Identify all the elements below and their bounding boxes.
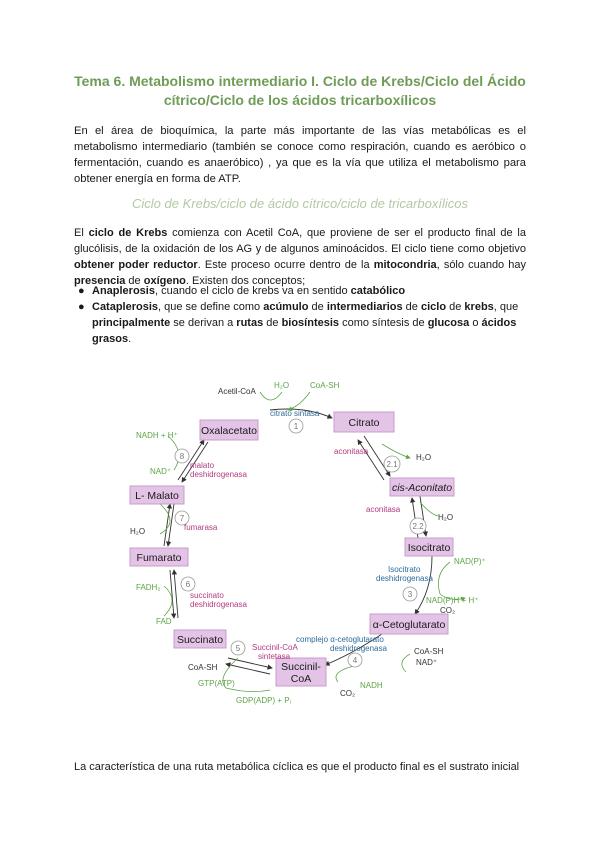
svg-text:6: 6 [185, 580, 191, 589]
step-2-2 [410, 518, 426, 534]
bullet-icon: ● [78, 301, 85, 313]
arrow-step-5 [226, 664, 270, 674]
box-succinato [174, 630, 226, 648]
label-akg-dh-2: deshidrogenasa [330, 644, 387, 653]
label-akg-dh-1: complejo α-cetoglutarato [296, 635, 384, 644]
curve-step-1 [260, 392, 282, 400]
label-nadh-4: NADH [360, 681, 383, 690]
svg-text:8: 8 [179, 452, 185, 461]
svg-text:Succinato: Succinato [176, 634, 224, 646]
step-2-1 [384, 456, 400, 472]
svg-text:Isocitrato: Isocitrato [407, 542, 451, 554]
box-l-malato [130, 486, 184, 504]
curve-gtp [226, 688, 270, 692]
svg-text:3: 3 [407, 590, 413, 599]
label-coash-5: CoA-SH [188, 663, 218, 672]
label-h2o-1: H₂O [274, 381, 290, 390]
curve-coash-1 [288, 392, 310, 410]
svg-text:L- Malato: L- Malato [135, 490, 179, 502]
label-h2o-21: H₂O [416, 453, 432, 462]
label-scs-1: Succinil-CoA [252, 643, 298, 652]
list-item-anaplerosis: ● Anaplerosis, cuando el ciclo de krebs va en sentido catabólico [78, 285, 406, 297]
label-fad: FAD [156, 617, 172, 626]
label-co2-3: CO₂ [440, 606, 456, 615]
svg-text:Succinil-: Succinil- [281, 661, 321, 673]
label-coash-4: CoA-SH [414, 647, 444, 656]
label-gtp: GTP(ATP) [198, 679, 235, 688]
label-mdh-1: malato [190, 461, 215, 470]
label-coash-1: CoA-SH [310, 381, 340, 390]
step-1 [289, 419, 303, 433]
label-nadh-8: NADH + H⁺ [136, 431, 178, 440]
closing-paragraph: La característica de una ruta metabólica cíclica es que el producto final es el sustrato inicial [74, 761, 520, 773]
svg-text:Oxalacetato: Oxalacetato [200, 425, 258, 437]
svg-text:CoA: CoA [290, 673, 312, 685]
step-4 [348, 653, 362, 667]
page-title [60, 72, 540, 110]
bullet-icon: ● [78, 285, 85, 297]
title-line-2: cítrico/Ciclo de los ácidos tricarboxílicos [163, 92, 437, 108]
concept-list [74, 283, 526, 347]
label-isocitrato-dh-2: deshidrogenasa [376, 574, 433, 583]
svg-text:Fumarato: Fumarato [136, 552, 182, 564]
step-8 [175, 449, 189, 463]
label-mdh-2: deshidrogenasa [190, 470, 247, 479]
label-fadh2: FADH₂ [136, 583, 161, 592]
label-nadph: NAD(P)H + H⁺ [426, 596, 479, 605]
curve-step-3 [438, 562, 450, 594]
label-h2o-22: H₂O [438, 513, 454, 522]
label-aconitasa-1: aconitasa [334, 447, 369, 456]
svg-text:Citrato: Citrato [348, 417, 380, 429]
step-5 [231, 641, 245, 655]
label-citrato-sintasa: citrato sintasa [270, 409, 320, 418]
step-3 [403, 587, 417, 601]
label-gdp: GDP(ADP) + Pᵢ [236, 696, 291, 705]
box-citrato [334, 412, 394, 432]
arrow-step-6 [174, 570, 178, 618]
label-isocitrato-dh-1: Isocitrato [388, 565, 421, 574]
curve-h2o-21 [382, 444, 410, 458]
svg-text:2.2: 2.2 [412, 522, 424, 531]
box-cis-aconitato [390, 478, 454, 496]
curve-step-7 [160, 504, 170, 534]
box-oxalacetato [200, 420, 258, 440]
curve-step-4b [336, 666, 354, 682]
svg-text:2.1: 2.1 [386, 460, 398, 469]
svg-text:7: 7 [179, 514, 185, 523]
label-scs-2: sintetasa [258, 652, 291, 661]
box-succinil-coa [276, 658, 326, 686]
intro-paragraph: En el área de bioquímica, la parte más importante de las vías metabólicas es el metabolismo intermediario (también se conoce como respiración, cuando es aeróbico o fermentación, cuando es anaeróbico) , ya que es la vía que utiliza el metabolismo para obtener energía en forma de ATP. [74, 125, 526, 185]
svg-text:4: 4 [352, 656, 358, 665]
label-sdh-2: deshidrogenasa [190, 600, 247, 609]
krebs-cycle-diagram [120, 372, 486, 712]
box-alfa-cetoglutarato [370, 614, 448, 634]
svg-text:cis-Aconitato: cis-Aconitato [391, 482, 453, 494]
label-fumarasa: fumarasa [184, 523, 218, 532]
section-subtitle: Ciclo de Krebs/ciclo de ácido cítrico/ciclo de tricarboxílicos [132, 196, 468, 211]
label-nad-8: NAD⁺ [150, 467, 172, 476]
svg-text:α-Cetoglutarato: α-Cetoglutarato [372, 619, 446, 631]
label-sdh-1: succinato [190, 591, 224, 600]
label-aconitasa-2: aconitasa [366, 505, 401, 514]
label-h2o-7: H₂O [130, 527, 146, 536]
title-line-1: Tema 6. Metabolismo intermediario I. Ciclo de Krebs/Ciclo del Ácido [74, 73, 526, 89]
curve-step-4 [402, 654, 410, 672]
krebs-paragraph: El ciclo de Krebs comienza con Acetil CoA, que proviene de ser el producto final de la glucólisis, de la oxidación de los AG y de algunos aminoácidos. El ciclo tiene como objetivo obtener poder reductor. Este proceso ocurre dentro de la mitocondria, sólo cuando hay presencia de oxígeno. Existen dos conceptos; [74, 227, 527, 287]
curve-step-6 [164, 586, 172, 616]
label-acetil-coa: Acetil-CoA [218, 387, 256, 396]
label-nadp: NAD(P)⁺ [454, 557, 486, 566]
box-fumarato [130, 548, 188, 566]
list-item-cataplerosis: ● Cataplerosis, que se define como acúmulo de intermediarios de ciclo de krebs, que principalmente se derivan a rutas de biosíntesis como síntesis de glucosa o ácidos grasos. [78, 301, 519, 345]
label-nad-4: NAD⁺ [416, 658, 438, 667]
box-isocitrato [405, 538, 453, 556]
label-co2-4: CO₂ [340, 689, 356, 698]
step-6 [181, 577, 195, 591]
svg-text:5: 5 [235, 644, 241, 653]
svg-text:1: 1 [293, 422, 299, 431]
